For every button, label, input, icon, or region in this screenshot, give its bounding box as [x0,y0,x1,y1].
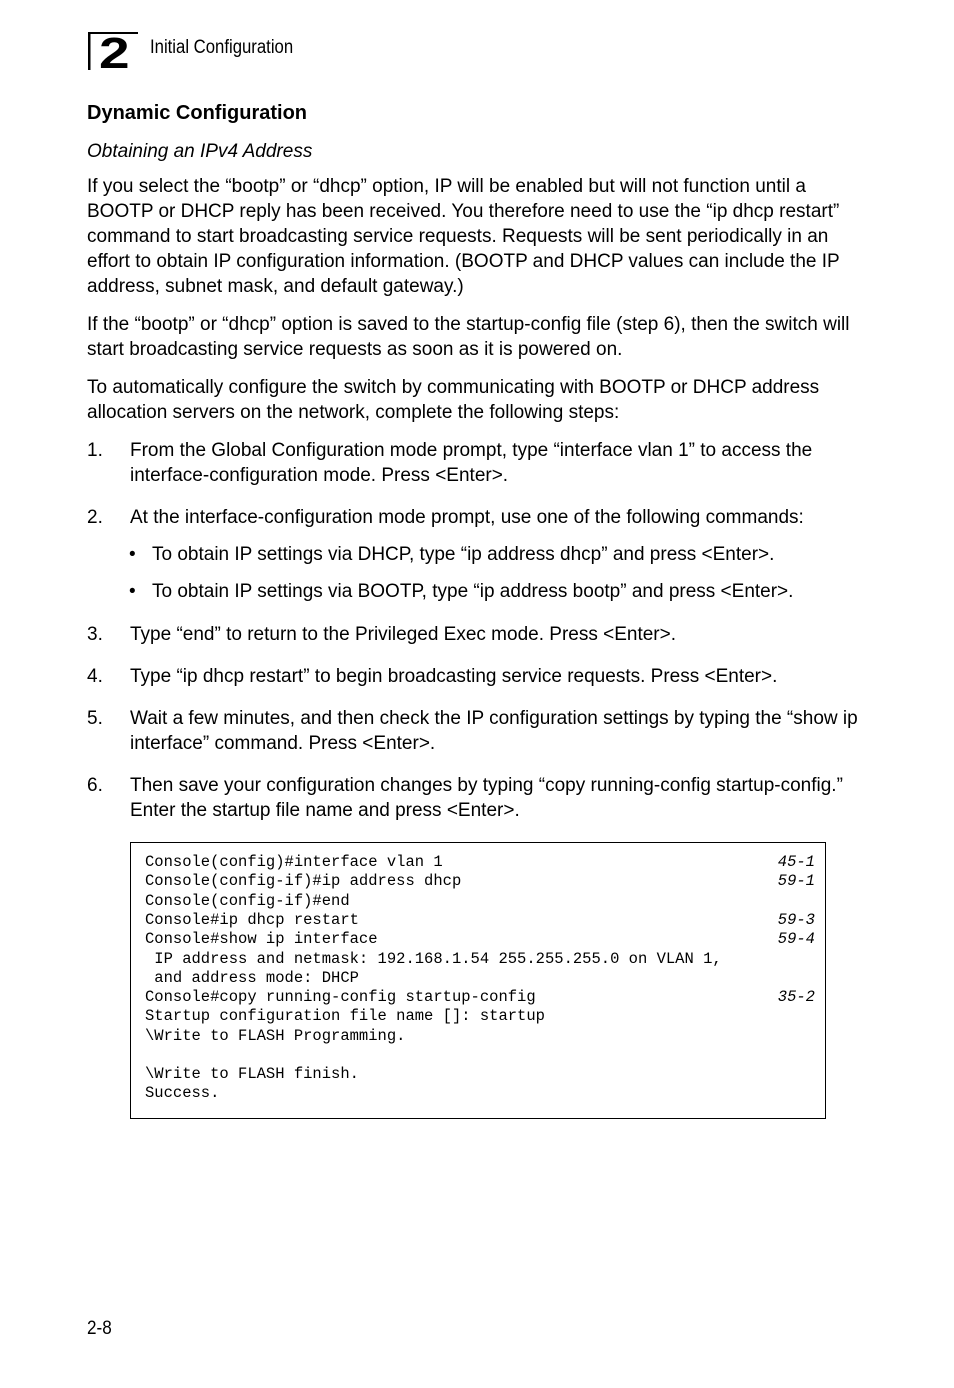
paragraph-intro: If you select the “bootp” or “dhcp” option, IP will be enabled but will not function until a BOOTP or DHCP reply has been received. You therefore need to use the “ip dhcp restart” command to start broadcasting service requests. Requests will be sent periodically in an effort to obtain IP configuration information. (BOOTP and DHCP values can include the IP address, subnet mask, and default gateway.) [87,176,840,297]
code-reference: 59-4 [777,930,815,948]
bullet-marker: • [129,581,136,602]
step-text: From the Global Configuration mode prompt, type “interface vlan 1” to access the interface-configuration mode. Press <Enter>. [130,440,813,486]
section-heading: Dynamic Configuration [87,102,308,124]
code-reference: 45-1 [777,853,815,871]
code-reference: 35-2 [777,988,815,1006]
subsection-heading: Obtaining an IPv4 Address [87,141,313,162]
step-number: 2. [87,507,103,528]
code-line: Console(config-if)#end [145,892,350,910]
console-code-block [130,842,826,1119]
code-line [145,1046,821,1065]
code-line: Console(config-if)#ip address dhcp 59-1 [145,872,815,890]
step-text: Then save your configuration changes by typing “copy running-config startup-config.” Enter the startup file name and press <Enter>. [130,775,843,821]
paragraph-startup: If the “bootp” or “dhcp” option is saved to the startup-config file (step 6), then the switch will start broadcasting service requests as soon as it is powered on. [87,314,850,360]
code-line: Success. [145,1084,220,1102]
code-line: Startup configuration file name []: startup [145,1007,545,1025]
bullet-text: To obtain IP settings via DHCP, type “ip address dhcp” and press <Enter>. [152,544,775,565]
code-reference: 59-3 [777,911,815,929]
code-line: \Write to FLASH finish. [145,1065,359,1083]
step-text: Type “ip dhcp restart” to begin broadcasting service requests. Press <Enter>. [130,666,778,687]
code-line: Console#ip dhcp restart 59-3 [145,911,815,929]
step-number: 1. [87,440,103,461]
step-number: 4. [87,666,103,687]
code-line: Console#show ip interface 59-4 [145,930,815,948]
code-line: Console(config)#interface vlan 1 45-1 [145,853,815,871]
chapter-title: Initial Configuration [150,37,294,58]
code-line: Console#copy running-config startup-config 35-2 [145,988,815,1006]
chapter-number-badge: 2 [88,32,138,70]
paragraph-steps-intro: To automatically configure the switch by communicating with BOOTP or DHCP address allocation servers on the network, complete the following steps: [87,377,820,423]
bullet-text: To obtain IP settings via BOOTP, type “ip address bootp” and press <Enter>. [152,581,794,602]
step-text: At the interface-configuration mode prompt, use one of the following commands: [130,507,804,528]
bullet-marker: • [129,544,136,565]
code-line: and address mode: DHCP [145,969,359,987]
code-reference: 59-1 [777,872,815,890]
step-number: 3. [87,624,103,645]
code-line: \Write to FLASH Programming. [145,1027,406,1045]
step-number: 6. [87,775,103,796]
step-text: Type “end” to return to the Privileged Exec mode. Press <Enter>. [130,624,676,645]
step-number: 5. [87,708,103,729]
page-number: 2-8 [87,1318,112,1339]
code-line: IP address and netmask: 192.168.1.54 255.255.255.0 on VLAN 1, [145,950,722,968]
step-text: Wait a few minutes, and then check the IP configuration settings by typing the “show ip interface” command. Press <Enter>. [130,708,858,754]
